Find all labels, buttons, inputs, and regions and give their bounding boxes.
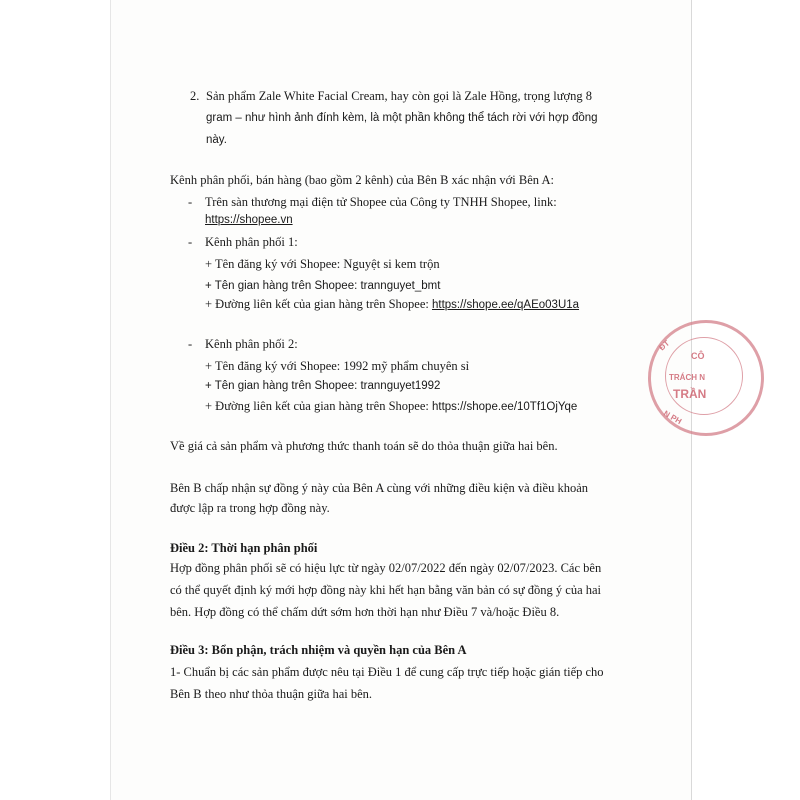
channel1-url[interactable]: https://shope.ee/qAEo03U1a [431,299,580,311]
price-note: Về giá cả sản phẩm và phương thức thanh toán sẽ do thỏa thuận giữa hai bên. [170,439,558,453]
channel1-title: Kênh phân phối 1: [205,235,298,249]
channel2-shop-name: + Tên gian hàng trên Shopee: trannguyet1992 [205,380,441,392]
acceptance-line2: được lập ra trong hợp đồng này. [170,501,330,515]
shopee-platform-line: Trên sàn thương mại điện tử Shopee của Công ty TNHH Shopee, link: [205,195,557,209]
channel2-title: Kênh phân phối 2: [205,337,298,351]
stamp-text: N PH [662,408,684,427]
channel2-url-label: + Đường liên kết của gian hàng trên Shopee: [205,399,432,413]
stamp-text: TRÁCH N [669,373,705,382]
stamp-text: TRẦN [673,387,707,401]
channel1-reg-name: + Tên đăng ký với Shopee: Nguyệt si kem trộn [205,257,440,271]
stamp-text: CÔ [691,351,705,361]
article2-line2: có thể quyết định ký mới hợp đồng này khi hết hạn bằng văn bản có sự đồng ý của hai [170,583,602,597]
dash-bullet: - [188,195,193,209]
channels-intro: Kênh phân phối, bán hàng (bao gồm 2 kênh) của Bên B xác nhận với Bên A: [170,173,554,187]
item2-line3: này. [206,134,227,146]
article2-heading [170,540,317,556]
item2-line1: Sản phẩm Zale White Facial Cream, hay còn gọi là Zale Hồng, trọng lượng 8 [206,89,592,103]
dash-bullet: - [188,337,193,351]
article2-heading-text: Điều 2: Thời hạn phân phối [170,541,318,555]
channel1-url-label: + Đường liên kết của gian hàng trên Shopee: [205,297,432,311]
article3-line1: 1- Chuẩn bị các sản phẩm được nêu tại Điều 1 để cung cấp trực tiếp hoặc gián tiếp cho [170,665,604,679]
stamp-text: ĐT [657,338,672,353]
dash-bullet: - [188,235,193,249]
article2-line3: bên. Hợp đồng có thể chấm dứt sớm hơn thời hạn như Điều 7 và/hoặc Điều 8. [170,605,560,619]
acceptance-line1: Bên B chấp nhận sự đồng ý này của Bên A cùng với những điều kiện và điều khoản [170,481,588,495]
article3-line2: Bên B theo như thỏa thuận giữa hai bên. [170,687,373,701]
item2-line2: gram – như hình ảnh đính kèm, là một phần không thể tách rời với hợp đồng [206,112,598,124]
channel1-url-line [205,296,579,313]
article2-line1: Hợp đồng phân phối sẽ có hiệu lực từ ngày 02/07/2022 đến ngày 02/07/2023. Các bên [170,561,602,575]
channel2-url-line [205,398,577,415]
item-number: 2. [190,89,200,103]
channel1-shop-name: + Tên gian hàng trên Shopee: trannguyet_bmt [205,280,441,292]
shopee-link[interactable]: https://shopee.vn [205,214,293,226]
article3-heading: Điều 3: Bổn phận, trách nhiệm và quyền hạn của Bên A [170,643,467,657]
company-stamp [648,320,764,436]
channel2-url[interactable]: https://shope.ee/10Tf1OjYqe [431,401,578,413]
channel2-reg-name: + Tên đăng ký với Shopee: 1992 mỹ phẩm chuyên sỉ [205,359,470,373]
